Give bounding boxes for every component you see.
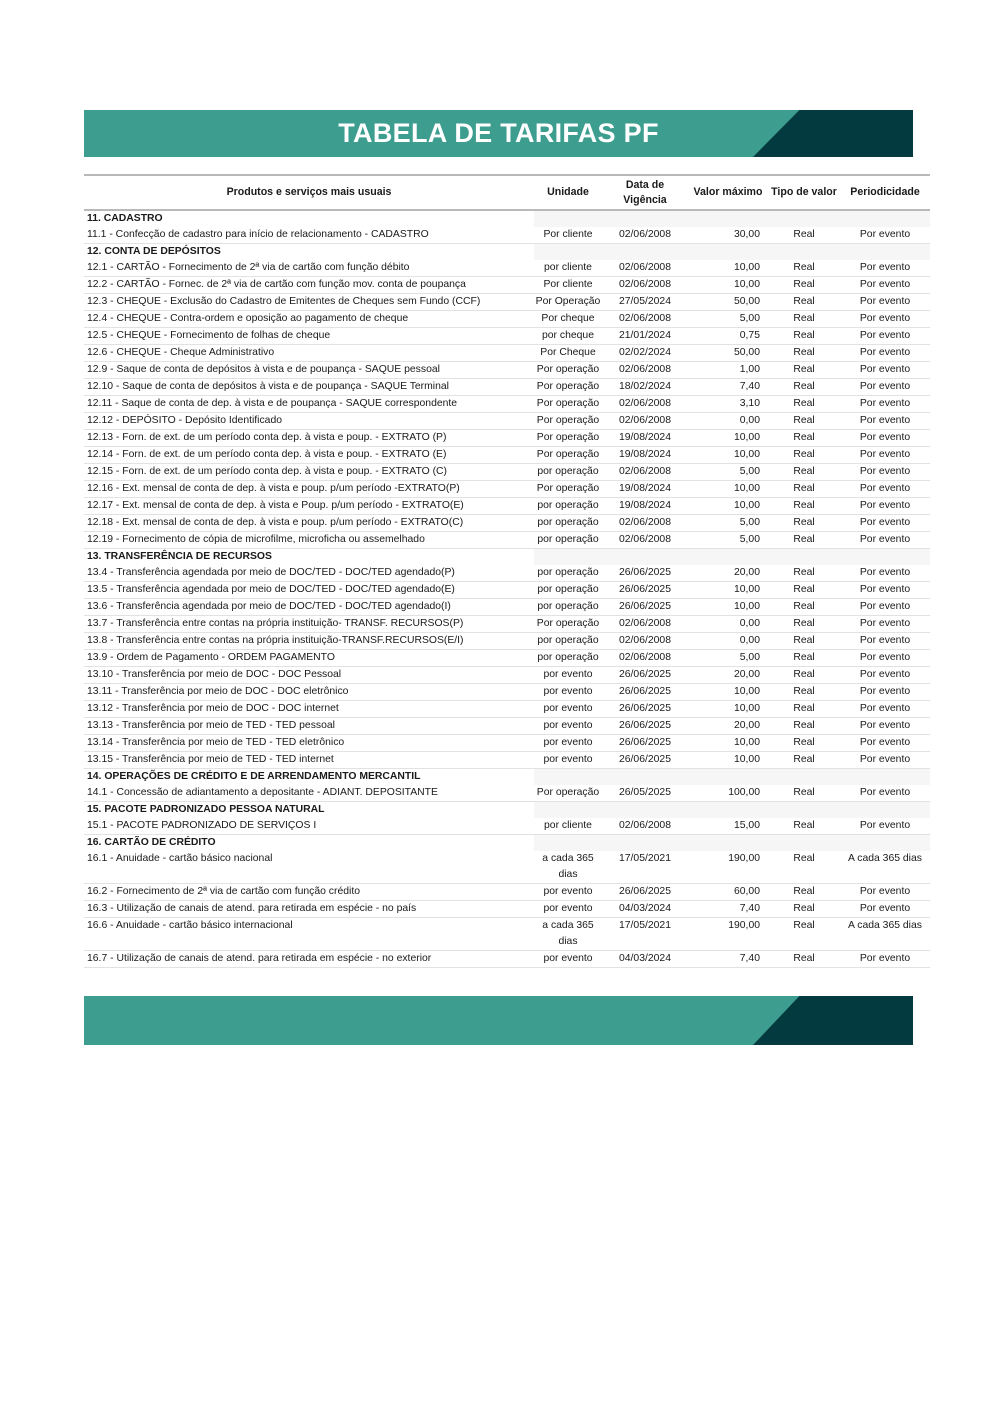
date-cell: 21/01/2024 <box>602 328 688 345</box>
date-cell: 04/03/2024 <box>602 901 688 918</box>
table-row <box>84 684 930 701</box>
unit-cell: por operação <box>534 565 602 582</box>
section-header-row <box>84 769 930 786</box>
col-header-date: Data de Vigência <box>623 178 667 206</box>
periodicity-cell: Por evento <box>840 379 930 396</box>
date-cell: 02/06/2008 <box>602 616 688 633</box>
footer-dark-accent <box>753 996 913 1045</box>
periodicity-cell: Por evento <box>840 599 930 616</box>
periodicity-cell: Por evento <box>840 311 930 328</box>
unit-cell: por evento <box>534 884 602 901</box>
date-cell: 02/06/2008 <box>602 633 688 650</box>
section-header-row <box>84 835 930 852</box>
table-row <box>84 735 930 752</box>
max-value-cell: 50,00 <box>688 294 768 311</box>
col-header-periodicity: Periodicidade <box>850 186 920 199</box>
periodicity-cell: Por evento <box>840 616 930 633</box>
col-header-value-type: Tipo de valor <box>771 186 837 199</box>
unit-cell: a cada 365 dias <box>534 918 602 951</box>
value-type-cell: Real <box>768 851 840 884</box>
unit-cell: por evento <box>534 718 602 735</box>
date-cell: 02/06/2008 <box>602 532 688 549</box>
unit-cell: por operação <box>534 498 602 515</box>
date-cell: 26/05/2025 <box>602 785 688 802</box>
footer-banner <box>84 996 913 1045</box>
table-row <box>84 413 930 430</box>
value-type-cell: Real <box>768 701 840 718</box>
periodicity-cell: A cada 365 dias <box>840 918 930 951</box>
periodicity-cell: Por evento <box>840 227 930 244</box>
value-type-cell: Real <box>768 599 840 616</box>
service-cell: 12.14 - Forn. de ext. de um período conta dep. à vista e poup. - EXTRATO (E) <box>84 447 534 464</box>
value-type-cell: Real <box>768 667 840 684</box>
value-type-cell: Real <box>768 481 840 498</box>
date-cell: 02/06/2008 <box>602 650 688 667</box>
section-title: 12. CONTA DE DEPÓSITOS <box>87 246 221 257</box>
value-type-cell: Real <box>768 918 840 951</box>
table-row <box>84 515 930 532</box>
section-fill <box>534 802 930 819</box>
service-cell: 12.6 - CHEQUE - Cheque Administrativo <box>84 345 534 362</box>
max-value-cell: 10,00 <box>688 752 768 769</box>
date-cell: 02/06/2008 <box>602 818 688 835</box>
date-cell: 02/06/2008 <box>602 515 688 532</box>
value-type-cell: Real <box>768 447 840 464</box>
date-cell: 19/08/2024 <box>602 481 688 498</box>
unit-cell: por evento <box>534 951 602 968</box>
max-value-cell: 5,00 <box>688 464 768 481</box>
unit-cell: a cada 365 dias <box>534 851 602 884</box>
title-banner <box>84 110 913 157</box>
unit-cell: Por operação <box>534 379 602 396</box>
table-row <box>84 294 930 311</box>
periodicity-cell: Por evento <box>840 752 930 769</box>
date-cell: 18/02/2024 <box>602 379 688 396</box>
value-type-cell: Real <box>768 413 840 430</box>
max-value-cell: 15,00 <box>688 818 768 835</box>
table-row <box>84 277 930 294</box>
table-row <box>84 345 930 362</box>
max-value-cell: 5,00 <box>688 515 768 532</box>
value-type-cell: Real <box>768 951 840 968</box>
service-cell: 13.4 - Transferência agendada por meio de DOC/TED - DOC/TED agendado(P) <box>84 565 534 582</box>
date-cell: 02/02/2024 <box>602 345 688 362</box>
service-cell: 12.16 - Ext. mensal de conta de dep. à vista e poup. p/um período -EXTRATO(P) <box>84 481 534 498</box>
value-type-cell: Real <box>768 362 840 379</box>
max-value-cell: 7,40 <box>688 951 768 968</box>
unit-cell: por evento <box>534 901 602 918</box>
service-cell: 13.6 - Transferência agendada por meio de DOC/TED - DOC/TED agendado(I) <box>84 599 534 616</box>
periodicity-cell: Por evento <box>840 667 930 684</box>
date-cell: 26/06/2025 <box>602 752 688 769</box>
date-cell: 19/08/2024 <box>602 498 688 515</box>
periodicity-cell: Por evento <box>840 884 930 901</box>
section-header-row <box>84 244 930 261</box>
unit-cell: por cheque <box>534 328 602 345</box>
periodicity-cell: Por evento <box>840 430 930 447</box>
periodicity-cell: Por evento <box>840 582 930 599</box>
section-fill <box>534 769 930 786</box>
max-value-cell: 10,00 <box>688 447 768 464</box>
service-cell: 14.1 - Concessão de adiantamento a depositante - ADIANT. DEPOSITANTE <box>84 785 534 802</box>
table-row <box>84 481 930 498</box>
table-row <box>84 901 930 918</box>
value-type-cell: Real <box>768 515 840 532</box>
service-cell: 16.6 - Anuidade - cartão básico internacional <box>84 918 534 951</box>
value-type-cell: Real <box>768 735 840 752</box>
max-value-cell: 10,00 <box>688 599 768 616</box>
unit-cell: por evento <box>534 752 602 769</box>
service-cell: 12.4 - CHEQUE - Contra-ordem e oposição ao pagamento de cheque <box>84 311 534 328</box>
section-title: 15. PACOTE PADRONIZADO PESSOA NATURAL <box>87 804 325 815</box>
periodicity-cell: Por evento <box>840 362 930 379</box>
unit-cell: por cliente <box>534 260 602 277</box>
col-header-unit: Unidade <box>547 186 589 199</box>
periodicity-cell: A cada 365 dias <box>840 851 930 884</box>
max-value-cell: 7,40 <box>688 379 768 396</box>
section-title: 13. TRANSFERÊNCIA DE RECURSOS <box>87 551 272 562</box>
date-cell: 17/05/2021 <box>602 851 688 884</box>
date-cell: 02/06/2008 <box>602 464 688 481</box>
unit-cell: por operação <box>534 515 602 532</box>
date-cell: 02/06/2008 <box>602 277 688 294</box>
date-cell: 26/06/2025 <box>602 667 688 684</box>
service-cell: 12.9 - Saque de conta de depósitos à vista e de poupança - SAQUE pessoal <box>84 362 534 379</box>
unit-cell: Por cliente <box>534 227 602 244</box>
unit-cell: por operação <box>534 599 602 616</box>
value-type-cell: Real <box>768 752 840 769</box>
date-cell: 02/06/2008 <box>602 362 688 379</box>
service-cell: 13.9 - Ordem de Pagamento - ORDEM PAGAMENTO <box>84 650 534 667</box>
table-row <box>84 498 930 515</box>
periodicity-cell: Por evento <box>840 735 930 752</box>
periodicity-cell: Por evento <box>840 345 930 362</box>
date-cell: 02/06/2008 <box>602 396 688 413</box>
date-cell: 02/06/2008 <box>602 413 688 430</box>
periodicity-cell: Por evento <box>840 701 930 718</box>
table-row <box>84 884 930 901</box>
table-row <box>84 464 930 481</box>
max-value-cell: 50,00 <box>688 345 768 362</box>
value-type-cell: Real <box>768 718 840 735</box>
max-value-cell: 0,00 <box>688 413 768 430</box>
service-cell: 13.14 - Transferência por meio de TED - TED eletrônico <box>84 735 534 752</box>
unit-cell: por operação <box>534 650 602 667</box>
service-cell: 13.8 - Transferência entre contas na própria instituição-TRANSF.RECURSOS(E/I) <box>84 633 534 650</box>
unit-cell: Por cheque <box>534 311 602 328</box>
table-row <box>84 785 930 802</box>
periodicity-cell: Por evento <box>840 294 930 311</box>
date-cell: 26/06/2025 <box>602 718 688 735</box>
date-cell: 17/05/2021 <box>602 918 688 951</box>
max-value-cell: 7,40 <box>688 901 768 918</box>
periodicity-cell: Por evento <box>840 277 930 294</box>
service-cell: 11.1 - Confecção de cadastro para início de relacionamento - CADASTRO <box>84 227 534 244</box>
date-cell: 26/06/2025 <box>602 565 688 582</box>
table-body <box>84 210 930 968</box>
date-cell: 26/06/2025 <box>602 599 688 616</box>
periodicity-cell: Por evento <box>840 328 930 345</box>
service-cell: 12.15 - Forn. de ext. de um período conta dep. à vista e poup. - EXTRATO (C) <box>84 464 534 481</box>
value-type-cell: Real <box>768 884 840 901</box>
unit-cell: por cliente <box>534 818 602 835</box>
unit-cell: por operação <box>534 464 602 481</box>
service-cell: 13.15 - Transferência por meio de TED - TED internet <box>84 752 534 769</box>
unit-cell: por evento <box>534 667 602 684</box>
max-value-cell: 5,00 <box>688 311 768 328</box>
max-value-cell: 10,00 <box>688 430 768 447</box>
max-value-cell: 10,00 <box>688 277 768 294</box>
service-cell: 16.7 - Utilização de canais de atend. para retirada em espécie - no exterior <box>84 951 534 968</box>
table-row <box>84 565 930 582</box>
periodicity-cell: Por evento <box>840 785 930 802</box>
max-value-cell: 20,00 <box>688 718 768 735</box>
unit-cell: por operação <box>534 532 602 549</box>
value-type-cell: Real <box>768 227 840 244</box>
table-row <box>84 532 930 549</box>
max-value-cell: 190,00 <box>688 851 768 884</box>
table-row <box>84 430 930 447</box>
service-cell: 12.18 - Ext. mensal de conta de dep. à vista e poup. p/um período - EXTRATO(C) <box>84 515 534 532</box>
section-fill <box>534 244 930 261</box>
periodicity-cell: Por evento <box>840 818 930 835</box>
max-value-cell: 10,00 <box>688 260 768 277</box>
section-title: 14. OPERAÇÕES DE CRÉDITO E DE ARRENDAMENTO MERCANTIL <box>87 771 421 782</box>
table-row <box>84 227 930 244</box>
value-type-cell: Real <box>768 498 840 515</box>
table-row <box>84 752 930 769</box>
service-cell: 13.5 - Transferência agendada por meio de DOC/TED - DOC/TED agendado(E) <box>84 582 534 599</box>
value-type-cell: Real <box>768 294 840 311</box>
max-value-cell: 100,00 <box>688 785 768 802</box>
max-value-cell: 1,00 <box>688 362 768 379</box>
value-type-cell: Real <box>768 396 840 413</box>
table-row <box>84 447 930 464</box>
section-fill <box>534 835 930 852</box>
max-value-cell: 190,00 <box>688 918 768 951</box>
service-cell: 12.2 - CARTÃO - Fornec. de 2ª via de cartão com função mov. conta de poupança <box>84 277 534 294</box>
unit-cell: por evento <box>534 735 602 752</box>
section-header-row <box>84 549 930 566</box>
value-type-cell: Real <box>768 616 840 633</box>
section-fill <box>534 210 930 227</box>
value-type-cell: Real <box>768 328 840 345</box>
table-row <box>84 328 930 345</box>
section-fill <box>534 549 930 566</box>
unit-cell: Por operação <box>534 396 602 413</box>
tariff-table <box>84 174 930 968</box>
max-value-cell: 3,10 <box>688 396 768 413</box>
unit-cell: Por operação <box>534 447 602 464</box>
table-row <box>84 311 930 328</box>
table-row <box>84 918 930 951</box>
service-cell: 13.13 - Transferência por meio de TED - TED pessoal <box>84 718 534 735</box>
max-value-cell: 10,00 <box>688 481 768 498</box>
periodicity-cell: Por evento <box>840 464 930 481</box>
table-row <box>84 616 930 633</box>
service-cell: 12.3 - CHEQUE - Exclusão do Cadastro de Emitentes de Cheques sem Fundo (CCF) <box>84 294 534 311</box>
max-value-cell: 20,00 <box>688 667 768 684</box>
max-value-cell: 10,00 <box>688 684 768 701</box>
table-row <box>84 396 930 413</box>
date-cell: 19/08/2024 <box>602 447 688 464</box>
unit-cell: Por operação <box>534 785 602 802</box>
value-type-cell: Real <box>768 532 840 549</box>
section-header-row <box>84 802 930 819</box>
unit-cell: Por cliente <box>534 277 602 294</box>
max-value-cell: 20,00 <box>688 565 768 582</box>
section-title: 16. CARTÃO DE CRÉDITO <box>87 837 216 848</box>
table-row <box>84 818 930 835</box>
max-value-cell: 0,00 <box>688 616 768 633</box>
service-cell: 12.1 - CARTÃO - Fornecimento de 2ª via de cartão com função débito <box>84 260 534 277</box>
periodicity-cell: Por evento <box>840 532 930 549</box>
date-cell: 02/06/2008 <box>602 311 688 328</box>
periodicity-cell: Por evento <box>840 396 930 413</box>
table-row <box>84 951 930 968</box>
value-type-cell: Real <box>768 464 840 481</box>
table-row <box>84 718 930 735</box>
periodicity-cell: Por evento <box>840 447 930 464</box>
service-cell: 12.13 - Forn. de ext. de um período conta dep. à vista e poup. - EXTRATO (P) <box>84 430 534 447</box>
date-cell: 26/06/2025 <box>602 701 688 718</box>
service-cell: 12.10 - Saque de conta de depósitos à vista e de poupança - SAQUE Terminal <box>84 379 534 396</box>
max-value-cell: 10,00 <box>688 701 768 718</box>
service-cell: 16.3 - Utilização de canais de atend. para retirada em espécie - no país <box>84 901 534 918</box>
service-cell: 16.1 - Anuidade - cartão básico nacional <box>84 851 534 884</box>
unit-cell: por operação <box>534 582 602 599</box>
date-cell: 02/06/2008 <box>602 260 688 277</box>
max-value-cell: 10,00 <box>688 735 768 752</box>
max-value-cell: 5,00 <box>688 650 768 667</box>
date-cell: 19/08/2024 <box>602 430 688 447</box>
max-value-cell: 5,00 <box>688 532 768 549</box>
unit-cell: por evento <box>534 684 602 701</box>
service-cell: 12.17 - Ext. mensal de conta de dep. à vista e Poup. p/um período - EXTRATO(E) <box>84 498 534 515</box>
unit-cell: por operação <box>534 633 602 650</box>
table-header-row <box>84 175 930 210</box>
periodicity-cell: Por evento <box>840 260 930 277</box>
value-type-cell: Real <box>768 565 840 582</box>
service-cell: 12.19 - Fornecimento de cópia de microfilme, microficha ou assemelhado <box>84 532 534 549</box>
unit-cell: Por operação <box>534 616 602 633</box>
value-type-cell: Real <box>768 582 840 599</box>
periodicity-cell: Por evento <box>840 498 930 515</box>
service-cell: 13.10 - Transferência por meio de DOC - DOC Pessoal <box>84 667 534 684</box>
periodicity-cell: Por evento <box>840 901 930 918</box>
section-header-row <box>84 210 930 227</box>
service-cell: 15.1 - PACOTE PADRONIZADO DE SERVIÇOS I <box>84 818 534 835</box>
table-row <box>84 633 930 650</box>
page-title: TABELA DE TARIFAS PF <box>338 118 659 148</box>
periodicity-cell: Por evento <box>840 951 930 968</box>
service-cell: 12.11 - Saque de conta de dep. à vista e de poupança - SAQUE correspondente <box>84 396 534 413</box>
date-cell: 26/06/2025 <box>602 684 688 701</box>
table-row <box>84 582 930 599</box>
value-type-cell: Real <box>768 901 840 918</box>
table-row <box>84 650 930 667</box>
value-type-cell: Real <box>768 684 840 701</box>
max-value-cell: 0,75 <box>688 328 768 345</box>
col-header-product: Produtos e serviços mais usuais <box>226 186 392 199</box>
date-cell: 26/06/2025 <box>602 884 688 901</box>
periodicity-cell: Por evento <box>840 684 930 701</box>
table-row <box>84 260 930 277</box>
date-cell: 27/05/2024 <box>602 294 688 311</box>
date-cell: 26/06/2025 <box>602 582 688 599</box>
value-type-cell: Real <box>768 818 840 835</box>
periodicity-cell: Por evento <box>840 565 930 582</box>
unit-cell: Por operação <box>534 413 602 430</box>
table-row <box>84 599 930 616</box>
unit-cell: Por Operação <box>534 294 602 311</box>
periodicity-cell: Por evento <box>840 515 930 532</box>
periodicity-cell: Por evento <box>840 413 930 430</box>
value-type-cell: Real <box>768 379 840 396</box>
section-title: 11. CADASTRO <box>87 213 163 224</box>
service-cell: 13.12 - Transferência por meio de DOC - DOC internet <box>84 701 534 718</box>
table-row <box>84 667 930 684</box>
unit-cell: Por operação <box>534 362 602 379</box>
value-type-cell: Real <box>768 345 840 362</box>
service-cell: 12.5 - CHEQUE - Fornecimento de folhas de cheque <box>84 328 534 345</box>
table-row <box>84 851 930 884</box>
periodicity-cell: Por evento <box>840 718 930 735</box>
service-cell: 12.12 - DEPÓSITO - Depósito Identificado <box>84 413 534 430</box>
max-value-cell: 30,00 <box>688 227 768 244</box>
service-cell: 16.2 - Fornecimento de 2ª via de cartão com função crédito <box>84 884 534 901</box>
unit-cell: Por operação <box>534 481 602 498</box>
value-type-cell: Real <box>768 277 840 294</box>
date-cell: 02/06/2008 <box>602 227 688 244</box>
col-header-max-value: Valor máximo <box>693 186 763 199</box>
unit-cell: por evento <box>534 701 602 718</box>
table-row <box>84 701 930 718</box>
value-type-cell: Real <box>768 430 840 447</box>
value-type-cell: Real <box>768 260 840 277</box>
value-type-cell: Real <box>768 633 840 650</box>
value-type-cell: Real <box>768 785 840 802</box>
date-cell: 04/03/2024 <box>602 951 688 968</box>
date-cell: 26/06/2025 <box>602 735 688 752</box>
service-cell: 13.11 - Transferência por meio de DOC - DOC eletrônico <box>84 684 534 701</box>
periodicity-cell: Por evento <box>840 481 930 498</box>
service-cell: 13.7 - Transferência entre contas na própria instituição- TRANSF. RECURSOS(P) <box>84 616 534 633</box>
max-value-cell: 10,00 <box>688 498 768 515</box>
unit-cell: Por Cheque <box>534 345 602 362</box>
max-value-cell: 0,00 <box>688 633 768 650</box>
periodicity-cell: Por evento <box>840 633 930 650</box>
max-value-cell: 60,00 <box>688 884 768 901</box>
table-row <box>84 362 930 379</box>
value-type-cell: Real <box>768 650 840 667</box>
value-type-cell: Real <box>768 311 840 328</box>
unit-cell: Por operação <box>534 430 602 447</box>
table-row <box>84 379 930 396</box>
max-value-cell: 10,00 <box>688 582 768 599</box>
periodicity-cell: Por evento <box>840 650 930 667</box>
